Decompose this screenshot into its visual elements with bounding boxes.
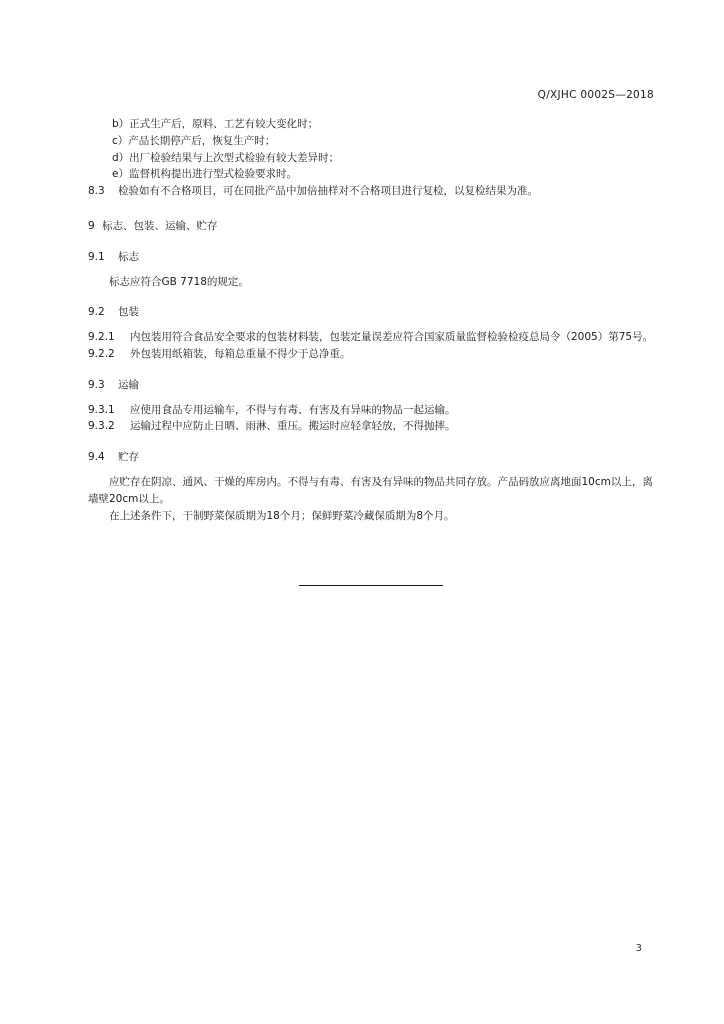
section-number: 9: [88, 219, 95, 232]
clause-text: 外包装用纸箱装，每箱总重量不得少于总净重。: [130, 347, 351, 360]
section-title: 标志、包装、运输、贮存: [102, 219, 218, 232]
clause-9-2-1: [88, 329, 654, 346]
clause-text: 内包装用符合食品安全要求的包装材料装，包装定量误差应符合国家质量监督检验检疫总局令（2005）第75号。: [130, 331, 654, 344]
section-number: 9.4: [88, 451, 105, 464]
inspection-conditions-list: [112, 116, 654, 183]
section-9-heading: [88, 218, 654, 235]
clause-9-2-2: [88, 346, 654, 363]
section-number: 9.1: [88, 250, 105, 263]
clause-text: 应使用食品专用运输车，不得与有毒、有害及有异味的物品一起运输。: [130, 403, 456, 416]
clause-text: 检验如有不合格项目，可在同批产品中加倍抽样对不合格项目进行复检，以复检结果为准。: [118, 185, 538, 198]
section-9-2-heading: [88, 304, 654, 321]
section-title: 运输: [118, 378, 139, 391]
section-title: 贮存: [118, 451, 139, 464]
list-item: b）正式生产后，原料、工艺有较大变化时；: [112, 118, 319, 130]
clause-text: 运输过程中应防止日晒、雨淋、重压。搬运时应轻拿轻放，不得抛摔。: [130, 420, 456, 433]
clause-number: 9.2.2: [88, 347, 115, 360]
list-item: d）出厂检验结果与上次型式检验有较大差异时；: [112, 151, 340, 164]
document-body: [88, 116, 654, 524]
clause-9-3-1: [88, 402, 654, 419]
section-title: 包装: [118, 306, 139, 319]
section-number: 9.3: [88, 378, 105, 391]
shelf-life-paragraph: 在上述条件下，干制野菜保质期为18个月；保鲜野菜冷藏保质期为8个月。: [109, 509, 455, 522]
section-9-4-heading: [88, 449, 654, 466]
clause-number: 9.3.2: [88, 420, 115, 433]
list-item: e）监督机构提出进行型式检验要求时。: [112, 168, 297, 181]
section-9-1-heading: [88, 249, 654, 266]
standard-code: Q/XJHC 0002S—2018: [537, 89, 654, 101]
marking-paragraph: 标志应符合GB 7718的规定。: [109, 275, 249, 288]
section-9-3-heading: [88, 377, 654, 394]
clause-9-3-2: [88, 418, 654, 435]
section-title: 标志: [118, 250, 139, 263]
list-item: c）产品长期停产后，恢复生产时；: [112, 134, 276, 147]
clause-number: 9.3.1: [88, 403, 115, 416]
clause-8-3: [88, 183, 654, 200]
page-number: 3: [635, 943, 642, 954]
section-number: 9.2: [88, 306, 105, 319]
storage-paragraph: 应贮存在阴凉、通风、干燥的库房内。不得与有毒、有害及有异味的物品共同存放。产品码放应离地面10cm以上，离墙壁20cm以上。: [88, 475, 653, 505]
clause-number: 9.2.1: [88, 331, 115, 344]
end-of-standard-rule: [299, 585, 443, 586]
clause-number: 8.3: [88, 185, 105, 198]
